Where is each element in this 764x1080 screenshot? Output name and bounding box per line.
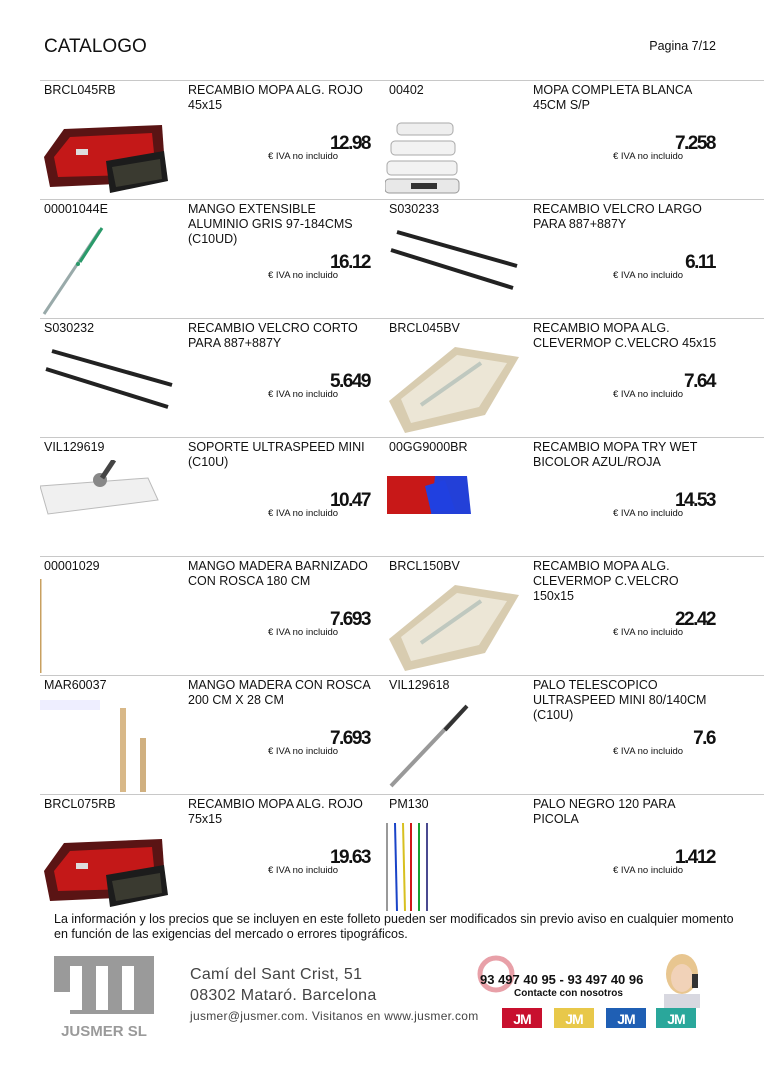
vat-note: € IVA no incluido (613, 151, 684, 162)
cotton-mop-icon (385, 341, 525, 435)
product-price: 19.63 (329, 847, 370, 868)
vat-note: € IVA no incluido (268, 865, 339, 876)
product-card (40, 200, 385, 318)
product-card (385, 438, 730, 556)
product-price: 12.98 (329, 133, 370, 154)
product-price: 6.11 (685, 252, 715, 273)
product-code: BRCL045BV (389, 321, 460, 335)
product-price: 7.6 (693, 728, 715, 749)
operator-photo-icon (652, 948, 710, 1008)
product-description: RECAMBIO VELCRO LARGO PARA 887+887Y (533, 202, 702, 231)
jusmer-logo (48, 952, 160, 1040)
product-row (40, 80, 764, 199)
product-row (40, 556, 764, 675)
product-code: S030232 (44, 321, 95, 335)
product-description: RECAMBIO MOPA TRY WET BICOLOR AZUL/ROJA (533, 440, 698, 469)
product-row (40, 437, 764, 556)
footer (40, 946, 730, 1046)
contact-line: jusmer@jusmer.com. Visitanos en www.jusmer.com (190, 1009, 479, 1023)
product-code: VIL129618 (389, 678, 450, 692)
vat-note: € IVA no incluido (613, 389, 684, 400)
vat-note: € IVA no incluido (268, 389, 339, 400)
product-card (40, 319, 385, 437)
product-code: BRCL150BV (389, 559, 460, 573)
bicolor-mop-icon (385, 460, 525, 554)
product-price: 10.47 (329, 490, 370, 511)
brand-logo-yellow: JM (554, 1008, 594, 1028)
product-description: PALO TELESCOPICO ULTRASPEED MINI 80/140CM (C10U) (533, 678, 707, 722)
product-card (385, 81, 730, 199)
product-price: 14.53 (674, 490, 715, 511)
product-description: RECAMBIO MOPA ALG. ROJO 75x15 (188, 797, 363, 826)
phone-numbers: 93 497 40 95 - 93 497 40 96 (480, 972, 644, 987)
product-price: 7.258 (674, 133, 715, 154)
product-price: 7.693 (329, 609, 370, 630)
product-code: 00001029 (44, 559, 100, 573)
product-row (40, 675, 764, 794)
velcro-strips-icon (385, 222, 525, 316)
brand-logo-red: JM (502, 1008, 542, 1028)
product-card (40, 81, 385, 199)
product-description: RECAMBIO VELCRO CORTO PARA 887+887Y (188, 321, 358, 350)
vat-note: € IVA no incluido (268, 627, 339, 638)
product-code: 00001044E (44, 202, 108, 216)
red-mop-refill-icon (40, 817, 180, 911)
velcro-strips-icon (40, 341, 180, 435)
product-code: S030233 (389, 202, 440, 216)
extensible-handle-icon (40, 222, 180, 316)
product-grid (40, 80, 764, 913)
product-row (40, 199, 764, 318)
vat-note: € IVA no incluido (268, 151, 339, 162)
product-code: PM130 (389, 797, 429, 811)
address-block (190, 964, 479, 1027)
vat-note: € IVA no incluido (613, 746, 684, 757)
product-card (385, 676, 730, 794)
product-description: MOPA COMPLETA BLANCA 45CM S/P (533, 83, 692, 112)
brand-logo-teal: JM (656, 1008, 696, 1028)
wood-handles-icon (40, 698, 180, 792)
product-row (40, 794, 764, 913)
vat-note: € IVA no incluido (613, 865, 684, 876)
vat-note: € IVA no incluido (613, 508, 684, 519)
product-price: 7.64 (684, 371, 715, 392)
vat-note: € IVA no incluido (268, 270, 339, 281)
telescopic-pole-icon (385, 698, 525, 792)
cotton-mop-icon (385, 579, 525, 673)
vat-note: € IVA no incluido (268, 508, 339, 519)
product-description: RECAMBIO MOPA ALG. CLEVERMOP C.VELCRO 150x15 (533, 559, 679, 603)
address-line-1: Camí del Sant Crist, 51 (190, 966, 363, 983)
product-price: 7.693 (329, 728, 370, 749)
page-header (44, 36, 716, 66)
product-price: 22.42 (674, 609, 715, 630)
product-price: 1.412 (674, 847, 715, 868)
vat-note: € IVA no incluido (613, 270, 684, 281)
product-card (40, 438, 385, 556)
product-description: RECAMBIO MOPA ALG. ROJO 45x15 (188, 83, 363, 112)
product-card (385, 557, 730, 675)
product-card (385, 795, 730, 913)
logo-text: JUSMER SL (61, 1023, 147, 1040)
vat-note: € IVA no incluido (613, 627, 684, 638)
product-code: MAR60037 (44, 678, 107, 692)
page-number: Pagina 7/12 (649, 39, 716, 53)
page-title: CATALOGO (44, 36, 147, 57)
product-description: MANGO MADERA BARNIZADO CON ROSCA 180 CM (188, 559, 368, 588)
brand-logo-blue: JM (606, 1008, 646, 1028)
product-row (40, 318, 764, 437)
product-card (40, 795, 385, 913)
contact-label: Contacte con nosotros (514, 988, 623, 999)
product-description: PALO NEGRO 120 PARA PICOLA (533, 797, 675, 826)
product-code: BRCL075RB (44, 797, 116, 811)
product-card (40, 557, 385, 675)
red-mop-refill-icon (40, 103, 180, 197)
product-description: SOPORTE ULTRASPEED MINI (C10U) (188, 440, 365, 469)
product-price: 5.649 (329, 371, 370, 392)
product-description: RECAMBIO MOPA ALG. CLEVERMOP C.VELCRO 45x15 (533, 321, 717, 350)
wood-handle-icon (40, 579, 180, 673)
product-description: MANGO EXTENSIBLE ALUMINIO GRIS 97-184CMS (C10UD) (188, 202, 353, 246)
product-code: VIL129619 (44, 440, 105, 454)
product-card (385, 200, 730, 318)
address-line-2: 08302 Mataró. Barcelona (190, 987, 377, 1004)
product-description: MANGO MADERA CON ROSCA 200 CM X 28 CM (188, 678, 370, 707)
product-card (40, 676, 385, 794)
product-code: 00GG9000BR (389, 440, 468, 454)
product-code: BRCL045RB (44, 83, 116, 97)
vat-note: € IVA no incluido (268, 746, 339, 757)
product-card (385, 319, 730, 437)
disclaimer-text: La información y los precios que se incluyen en este folleto pueden ser modificados sin previo aviso en cualquier momento en función de las exigencias del mercado o errores tipográficos. (54, 912, 734, 941)
product-price: 16.12 (329, 252, 370, 273)
product-code: 00402 (389, 83, 424, 97)
white-mop-set-icon (385, 103, 525, 197)
mop-holder-icon (40, 460, 180, 554)
colored-poles-icon (385, 817, 525, 911)
